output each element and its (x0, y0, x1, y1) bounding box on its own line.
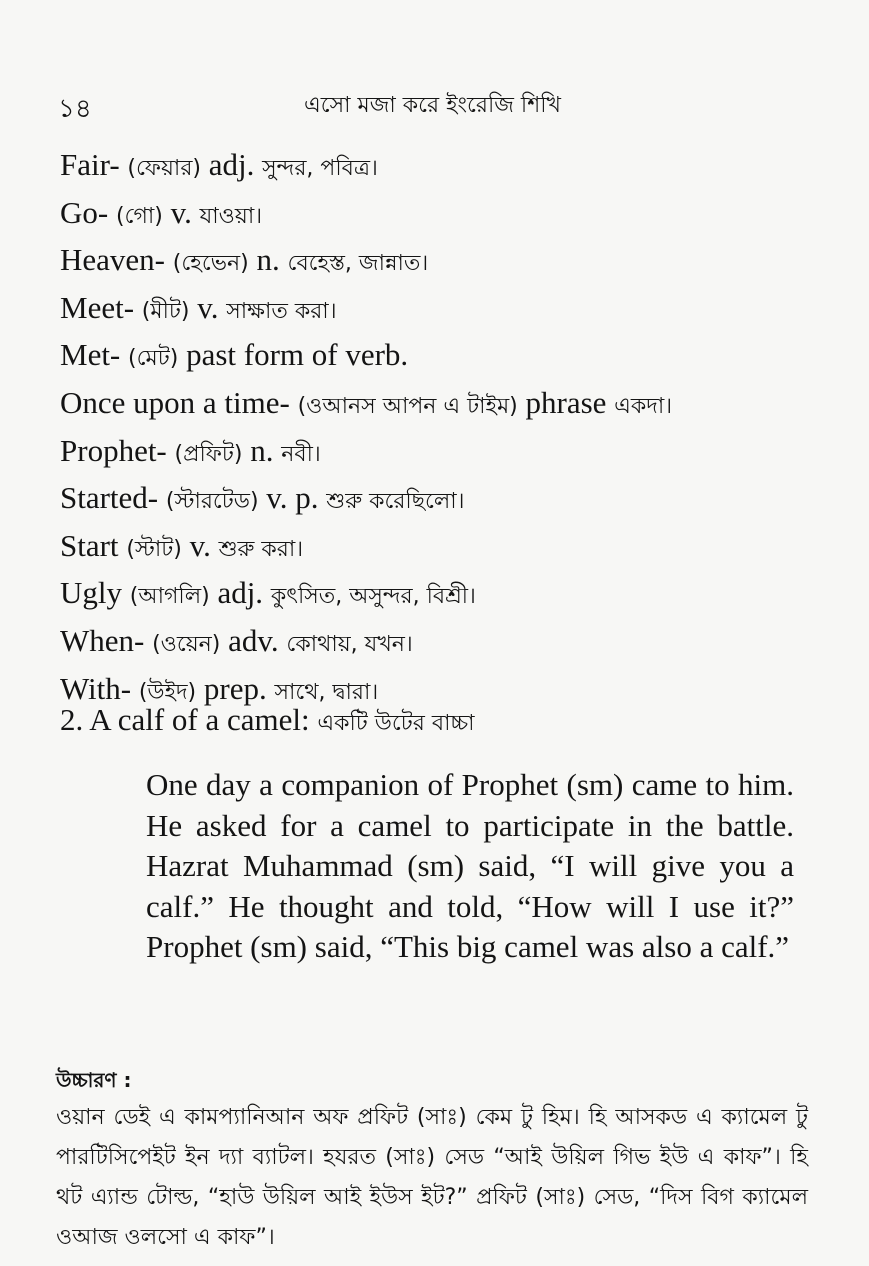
vocab-part-of-speech: adv. (220, 622, 287, 658)
vocab-entry (60, 476, 829, 524)
vocab-entry (60, 619, 829, 667)
vocab-word: Meet- (60, 289, 142, 325)
vocab-meaning: সুন্দর, পবিত্র। (262, 156, 378, 181)
page-number: ১৪ (58, 94, 92, 124)
vocab-entry (60, 238, 829, 286)
vocab-entry (60, 524, 829, 572)
vocab-word: Heaven- (60, 242, 173, 278)
pronunciation-block (56, 1098, 808, 1258)
vocab-entry (60, 286, 829, 334)
vocab-pronunciation: (ফেয়ার) (127, 156, 202, 181)
story-text: One day a companion of Prophet (sm) came to him. He asked for a camel to participate in the battle. Hazrat Muhammad (sm) said, “I will give you a calf.” He thought and told, “How will I use it?” Prophet (sm) said, “This big camel was also a calf.” (146, 767, 794, 964)
vocab-word: Ugly (60, 575, 130, 611)
vocab-meaning: বেহেস্ত, জান্নাত। (287, 251, 429, 277)
vocab-part-of-speech: adj. (209, 575, 271, 611)
vocab-meaning: একদা। (614, 393, 673, 419)
vocab-pronunciation: (মীট) (141, 298, 190, 324)
vocab-part-of-speech: v. (162, 194, 200, 230)
vocab-part-of-speech: prep. (196, 670, 275, 706)
vocab-pronunciation: (হেভেন) (172, 251, 249, 277)
pronunciation-text: ওয়ান ডেই এ কামপ্যানিআন অফ প্রফিট (সাঃ) কেম টু হিম। হি আসকড এ ক্যামেল টু পারটিসিপেইট ইন দ্যা ব্যাটল। হযরত (সাঃ) সেড “আই উয়িল গিভ ইউ এ কাফ”। হি থট এ্যান্ড টোল্ড, “হাউ উয়িল আই ইউস ইট?” প্রফিট (সাঃ) সেড, “দিস বিগ ক্যামেল ওআজ ওলসো এ কাফ”। (56, 1105, 808, 1250)
vocab-meaning: কুৎসিত, অসুন্দর, বিশ্রী। (270, 584, 476, 610)
vocab-meaning: সাথে, দ্বারা। (274, 679, 379, 705)
vocab-word: Once upon a time- (60, 384, 298, 420)
running-title: এসো মজা করে ইংরেজি শিখি (304, 93, 561, 118)
vocab-meaning: যাওয়া। (199, 203, 263, 229)
vocab-entry (60, 381, 829, 429)
vocab-meaning: শুরু করেছিলো। (326, 489, 465, 515)
vocab-entry (60, 191, 829, 239)
vocab-pronunciation: (ওয়েন) (152, 631, 221, 657)
vocab-part-of-speech: v. (189, 289, 227, 325)
vocab-part-of-speech: past form of verb. (178, 337, 409, 373)
vocab-pronunciation: (প্রফিট) (174, 441, 243, 467)
vocab-word: Prophet- (60, 432, 175, 468)
vocab-entry (60, 333, 829, 381)
pronunciation-label: উচ্চারণ : (56, 1068, 132, 1092)
vocab-pronunciation: (স্টারটেড) (165, 489, 259, 515)
vocab-word: Started- (60, 480, 166, 516)
section-heading-bn: একটি উটের বাচ্চা (317, 711, 475, 736)
vocab-meaning: শুরু করা। (218, 536, 304, 562)
vocab-word: Fair- (60, 147, 128, 182)
vocab-part-of-speech: v. p. (258, 480, 327, 516)
vocab-word: Go- (60, 194, 116, 230)
page-header (58, 88, 807, 128)
section-heading-en: 2. A calf of a camel: (60, 702, 318, 737)
vocab-pronunciation: (মেট) (128, 346, 179, 372)
vocab-word: When- (60, 622, 153, 658)
vocab-entry (60, 143, 829, 191)
vocab-pronunciation: (উইদ) (138, 679, 197, 705)
vocab-part-of-speech: v. (181, 527, 219, 563)
vocab-pronunciation: (স্টাট) (126, 536, 182, 562)
vocab-part-of-speech: phrase (517, 384, 615, 420)
vocab-pronunciation: (আগলি) (129, 584, 210, 610)
vocab-pronunciation: (গো) (115, 203, 163, 229)
story-paragraph (146, 765, 794, 968)
vocab-meaning: সাক্ষাত করা। (226, 298, 337, 324)
vocab-meaning: নবী। (281, 441, 321, 467)
vocab-word: Met- (60, 337, 129, 373)
vocab-part-of-speech: adj. (201, 147, 263, 182)
vocabulary-list (60, 143, 829, 714)
vocab-entry (60, 429, 829, 477)
vocab-meaning: কোথায়, যখন। (286, 631, 413, 657)
vocab-part-of-speech: n. (242, 432, 282, 468)
vocab-word: Start (60, 527, 127, 563)
vocab-entry (60, 571, 829, 619)
vocab-part-of-speech: n. (248, 242, 288, 278)
vocab-word: With- (60, 670, 139, 706)
section-heading (60, 702, 475, 743)
vocab-pronunciation: (ওআনস আপন এ টাইম) (297, 393, 518, 419)
